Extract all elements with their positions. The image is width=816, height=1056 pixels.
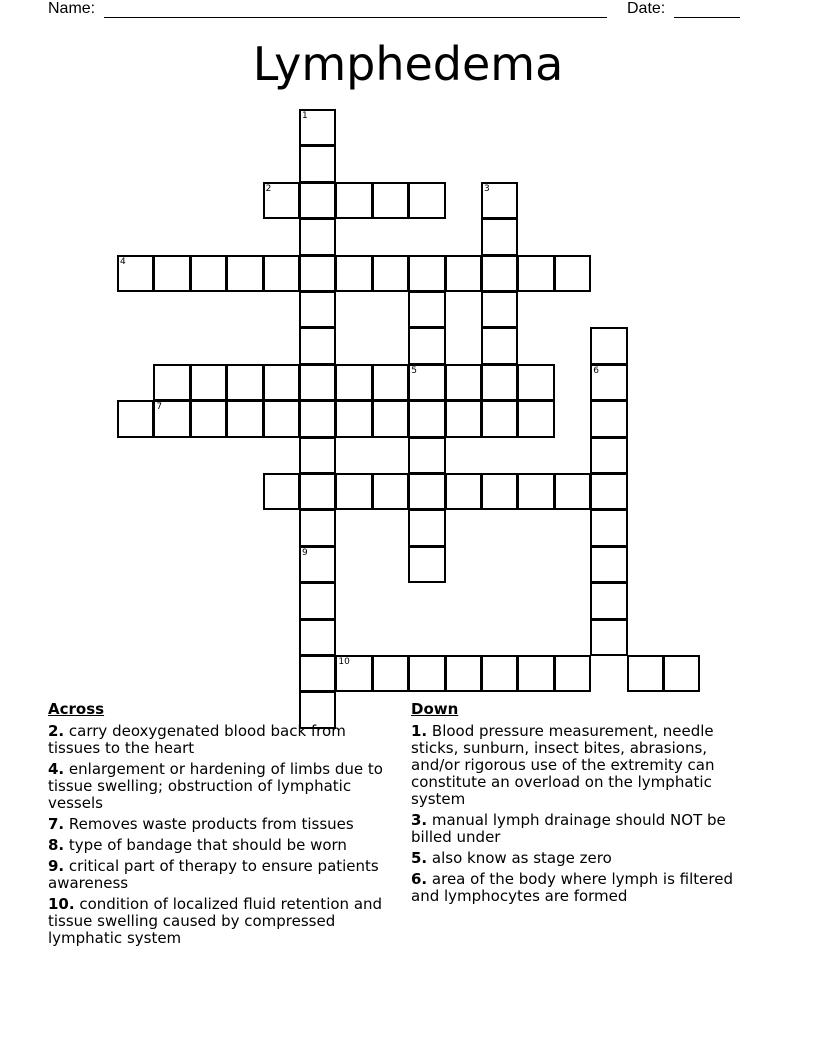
grid-cell[interactable] bbox=[299, 582, 336, 619]
grid-cell[interactable] bbox=[299, 655, 336, 692]
grid-cell[interactable] bbox=[517, 400, 554, 437]
grid-cell[interactable] bbox=[335, 364, 372, 401]
grid-cell[interactable] bbox=[299, 437, 336, 474]
grid-cell[interactable] bbox=[590, 619, 627, 656]
grid-cell[interactable] bbox=[372, 182, 409, 219]
grid-cell[interactable] bbox=[263, 364, 300, 401]
grid-cell[interactable] bbox=[226, 255, 263, 292]
grid-cell[interactable] bbox=[299, 255, 336, 292]
grid-cell[interactable] bbox=[372, 473, 409, 510]
grid-cell[interactable] bbox=[299, 546, 336, 583]
grid-cell[interactable] bbox=[481, 655, 518, 692]
clue-number: 9. bbox=[48, 857, 65, 875]
grid-cell[interactable] bbox=[299, 109, 336, 146]
clue-number: 3. bbox=[411, 811, 428, 829]
grid-cell[interactable] bbox=[299, 619, 336, 656]
grid-cell[interactable] bbox=[627, 655, 664, 692]
clue-text: carry deoxygenated blood back from tissues to the heart bbox=[48, 722, 346, 757]
grid-cell[interactable] bbox=[590, 509, 627, 546]
clue-text: also know as stage zero bbox=[431, 849, 612, 867]
grid-cell[interactable] bbox=[408, 327, 445, 364]
grid-cell[interactable] bbox=[335, 473, 372, 510]
clue-text: critical part of therapy to ensure patients awareness bbox=[48, 857, 379, 892]
clue-text: Removes waste products from tissues bbox=[68, 815, 354, 833]
grid-cell[interactable] bbox=[263, 182, 300, 219]
grid-cell[interactable] bbox=[517, 473, 554, 510]
clue-across-10 bbox=[48, 896, 393, 947]
down-heading: Down bbox=[411, 700, 459, 718]
grid-cell[interactable] bbox=[117, 400, 154, 437]
grid-cell[interactable] bbox=[408, 509, 445, 546]
grid-cell[interactable] bbox=[590, 327, 627, 364]
name-label: Name: bbox=[48, 0, 96, 17]
grid-cell[interactable] bbox=[226, 400, 263, 437]
grid-cell[interactable] bbox=[299, 182, 336, 219]
grid-cell[interactable] bbox=[299, 218, 336, 255]
grid-cell[interactable] bbox=[590, 364, 627, 401]
grid-cell[interactable] bbox=[408, 291, 445, 328]
grid-cell[interactable] bbox=[190, 400, 227, 437]
grid-cell[interactable] bbox=[445, 255, 482, 292]
grid-cell[interactable] bbox=[335, 655, 372, 692]
grid-cell[interactable] bbox=[408, 255, 445, 292]
clue-number-label: 7 bbox=[156, 402, 163, 413]
grid-cell[interactable] bbox=[153, 400, 190, 437]
across-heading: Across bbox=[48, 700, 105, 718]
grid-cell[interactable] bbox=[590, 546, 627, 583]
grid-cell[interactable] bbox=[554, 473, 591, 510]
down-clues bbox=[411, 701, 756, 909]
clue-number: 6. bbox=[411, 870, 428, 888]
grid-cell[interactable] bbox=[299, 473, 336, 510]
grid-cell[interactable] bbox=[408, 546, 445, 583]
clue-across-7 bbox=[48, 816, 393, 833]
clue-down-6 bbox=[411, 871, 756, 905]
grid-cell[interactable] bbox=[590, 437, 627, 474]
grid-cell[interactable] bbox=[445, 473, 482, 510]
clue-number-label: 4 bbox=[120, 256, 126, 267]
clue-number: 1. bbox=[411, 722, 428, 740]
grid-cell[interactable] bbox=[517, 255, 554, 292]
grid-cell[interactable] bbox=[481, 255, 518, 292]
grid-cell[interactable] bbox=[153, 255, 190, 292]
grid-cell[interactable] bbox=[299, 364, 336, 401]
clue-number-label: 5 bbox=[411, 365, 417, 376]
grid-cell[interactable] bbox=[481, 364, 518, 401]
grid-cell[interactable] bbox=[481, 327, 518, 364]
clue-number: 4. bbox=[48, 760, 65, 778]
grid-cell[interactable] bbox=[226, 364, 263, 401]
grid-cell[interactable] bbox=[408, 437, 445, 474]
grid-cell[interactable] bbox=[445, 655, 482, 692]
grid-cell[interactable] bbox=[517, 364, 554, 401]
grid-cell[interactable] bbox=[408, 182, 445, 219]
grid-cell[interactable] bbox=[408, 400, 445, 437]
grid-cell[interactable] bbox=[190, 255, 227, 292]
grid-cell[interactable] bbox=[445, 400, 482, 437]
clue-number-label: 6 bbox=[593, 365, 599, 376]
page-title: Lymphedema bbox=[252, 37, 564, 91]
clue-number: 10. bbox=[48, 895, 75, 913]
grid-cell[interactable] bbox=[372, 655, 409, 692]
grid-cell[interactable] bbox=[408, 364, 445, 401]
grid-cell[interactable] bbox=[517, 655, 554, 692]
grid-cell[interactable] bbox=[408, 655, 445, 692]
grid-cell[interactable] bbox=[481, 182, 518, 219]
grid-cell[interactable] bbox=[263, 473, 300, 510]
grid-cell[interactable] bbox=[372, 400, 409, 437]
clue-text: enlargement or hardening of limbs due to tissue swelling; obstruction of lymphatic vessels bbox=[48, 760, 383, 812]
clue-down-1 bbox=[411, 723, 756, 808]
grid-cell[interactable] bbox=[335, 255, 372, 292]
grid-cell[interactable] bbox=[554, 255, 591, 292]
grid-cell[interactable] bbox=[590, 400, 627, 437]
date-label: Date: bbox=[627, 0, 666, 17]
grid-cell[interactable] bbox=[190, 364, 227, 401]
grid-cell[interactable] bbox=[299, 145, 336, 182]
grid-cell[interactable] bbox=[299, 509, 336, 546]
grid-cell[interactable] bbox=[481, 400, 518, 437]
clue-number-label: 1 bbox=[302, 111, 308, 121]
grid-cell[interactable] bbox=[663, 655, 700, 692]
clue-text: type of bandage that should be worn bbox=[68, 836, 347, 854]
grid-cell[interactable] bbox=[590, 582, 627, 619]
grid-cell[interactable] bbox=[299, 327, 336, 364]
clue-number: 2. bbox=[48, 722, 65, 740]
grid-cell[interactable] bbox=[299, 400, 336, 437]
clue-down-3 bbox=[411, 812, 756, 846]
grid-cell[interactable] bbox=[372, 255, 409, 292]
clue-number: 7. bbox=[48, 815, 65, 833]
grid-cell[interactable] bbox=[335, 182, 372, 219]
grid-cell[interactable] bbox=[481, 473, 518, 510]
grid-cell[interactable] bbox=[153, 364, 190, 401]
clue-across-9 bbox=[48, 858, 393, 892]
clue-text: condition of localized fluid retention and tissue swelling caused by compressed lymphatic system bbox=[48, 895, 383, 947]
clue-number: 8. bbox=[48, 836, 65, 854]
clue-text: Blood pressure measurement, needle sticks, sunburn, insect bites, abrasions, and/or rigorous use of the extremity can constitute an overload on the lymphatic system bbox=[411, 722, 715, 808]
clue-number-label: 9 bbox=[302, 547, 308, 558]
grid-cell[interactable] bbox=[408, 473, 445, 510]
clue-text: area of the body where lymph is filtered and lymphocytes are formed bbox=[411, 870, 733, 905]
grid-cell[interactable] bbox=[372, 364, 409, 401]
grid-cell[interactable] bbox=[263, 255, 300, 292]
grid-cell[interactable] bbox=[263, 400, 300, 437]
clue-text: manual lymph drainage should NOT be billed under bbox=[411, 811, 726, 846]
grid-cell[interactable] bbox=[554, 655, 591, 692]
clue-across-2 bbox=[48, 723, 393, 757]
grid-cell[interactable] bbox=[335, 400, 372, 437]
grid-cell[interactable] bbox=[299, 291, 336, 328]
clue-number-label: 2 bbox=[265, 183, 272, 194]
clue-number: 5. bbox=[411, 849, 428, 867]
grid-cell[interactable] bbox=[590, 473, 627, 510]
grid-cell[interactable] bbox=[445, 364, 482, 401]
clue-across-4 bbox=[48, 761, 393, 812]
grid-cell[interactable] bbox=[481, 291, 518, 328]
clue-across-8 bbox=[48, 837, 393, 854]
clue-number-label: 10 bbox=[338, 657, 350, 667]
grid-cell[interactable] bbox=[117, 255, 154, 292]
across-clues bbox=[48, 701, 393, 951]
clue-down-5 bbox=[411, 850, 756, 867]
grid-cell[interactable] bbox=[481, 218, 518, 255]
clue-number-label: 3 bbox=[484, 183, 490, 194]
